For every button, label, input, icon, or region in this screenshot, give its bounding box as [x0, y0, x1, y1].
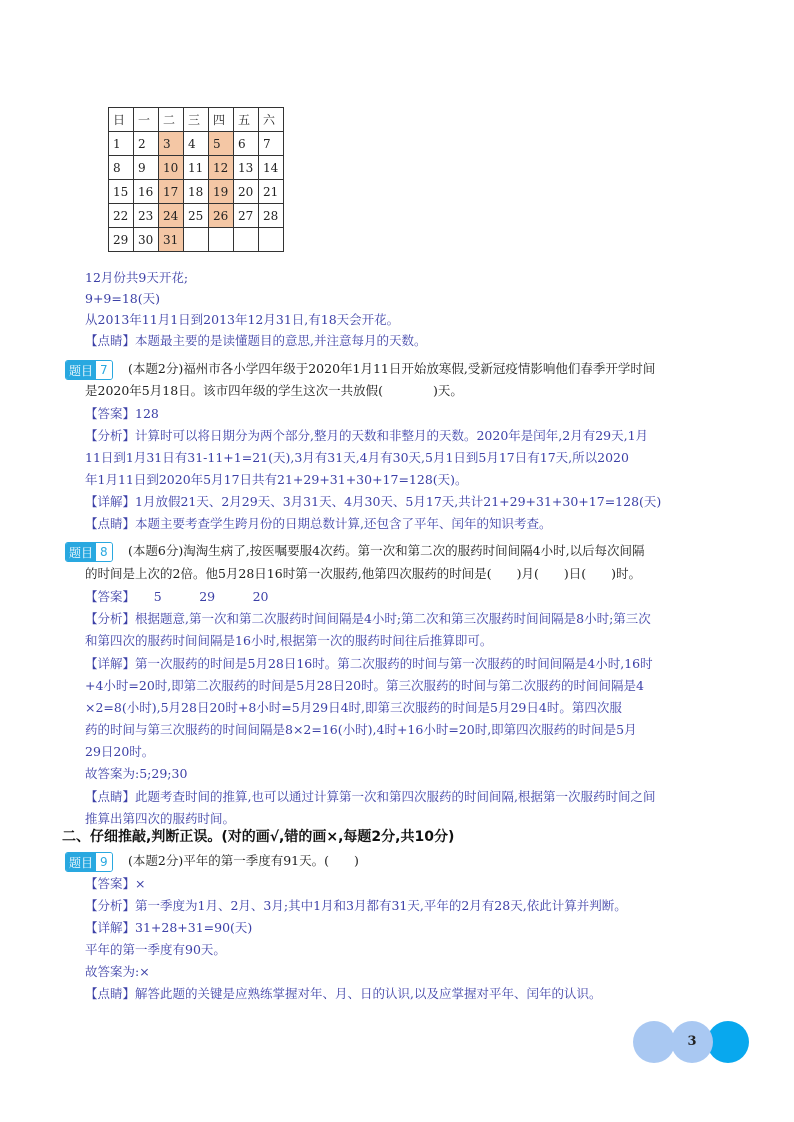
calendar-day-cell: [234, 228, 259, 252]
q9-analysis: 【分析】第一季度为1月、2月、3月;其中1月和3月都有31天,平年的2月有28天,依此计算并判断。: [85, 898, 627, 913]
calendar-day-cell: 15: [109, 180, 134, 204]
calendar-day-cell: 28: [259, 204, 284, 228]
calendar-day-cell: 10: [159, 156, 184, 180]
badge-label: 题目: [66, 853, 96, 871]
calendar-day-cell: 4: [184, 132, 209, 156]
calendar-day-cell: 23: [134, 204, 159, 228]
calendar-day-cell: 31: [159, 228, 184, 252]
calendar-day-cell: 13: [234, 156, 259, 180]
q9-detail: 【详解】31+28+31=90(天): [85, 920, 253, 935]
calendar-week-row: [109, 204, 284, 228]
calendar-day-cell: 20: [234, 180, 259, 204]
calendar-week-row: [109, 132, 284, 156]
calendar-header-cell: 六: [259, 108, 284, 132]
page-number-badge: [633, 1021, 749, 1063]
q8-detail-line: ×2=8(小时),5月28日20时+8小时=5月29日4时,即第三次服药的时间是5月29日4时。第四次服: [85, 700, 622, 715]
badge-number: 7: [96, 361, 112, 379]
q8-comment-line: 【点睛】此题考查时间的推算,也可以通过计算第一次和第四次服药的时间间隔,根据第一次服药时间之间: [85, 789, 656, 804]
q7-detail: 【详解】1月放假21天、2月29天、3月31天、4月30天、5月17天,共计21+29+31+30+17=128(天): [85, 494, 662, 509]
calendar-day-cell: 18: [184, 180, 209, 204]
calendar-day-cell: 25: [184, 204, 209, 228]
calendar-day-cell: 2: [134, 132, 159, 156]
calendar-day-cell: 24: [159, 204, 184, 228]
q8-stem-line: (本题6分)淘淘生病了,按医嘱要服4次药。第一次和第二次的服药时间间隔4小时,以后每次间隔: [128, 543, 645, 558]
q7-comment: 【点睛】本题主要考查学生跨月份的日期总数计算,还包含了平年、闰年的知识考查。: [85, 516, 552, 531]
q9-answer: 【答案】×: [85, 876, 146, 891]
badge-label: 题目: [66, 361, 96, 379]
q9-detail-line: 平年的第一季度有90天。: [85, 942, 226, 957]
calendar-day-cell: 11: [184, 156, 209, 180]
calendar-day-cell: 1: [109, 132, 134, 156]
q7-stem-line: 是2020年5月18日。该市四年级的学生这次一共放假( )天。: [85, 383, 463, 398]
q8-analysis-line: 【分析】根据题意,第一次和第二次服药时间间隔是4小时;第二次和第三次服药时间间隔是8小时;第三次: [85, 611, 651, 626]
calendar-day-cell: 19: [209, 180, 234, 204]
page-number: 3: [687, 1034, 697, 1049]
q9-final-answer: 故答案为:×: [85, 964, 150, 979]
q7-answer: 【答案】128: [85, 406, 159, 421]
calendar-day-cell: 12: [209, 156, 234, 180]
decor-circle: [707, 1021, 749, 1063]
badge-number: 8: [96, 543, 112, 561]
q7-analysis-line: 【分析】计算时可以将日期分为两个部分,整月的天数和非整月的天数。2020年是闰年,2月有29天,1月: [85, 428, 649, 443]
calendar-day-cell: 7: [259, 132, 284, 156]
q8-analysis-line: 和第四次的服药时间间隔是16小时,根据第一次的服药时间往后推算即可。: [85, 633, 493, 648]
calendar-header-cell: 三: [184, 108, 209, 132]
q6-comment-line: 【点睛】本题最主要的是读懂题目的意思,并注意每月的天数。: [85, 333, 427, 348]
calendar-day-cell: 17: [159, 180, 184, 204]
calendar-day-cell: 29: [109, 228, 134, 252]
q8-detail-line: 药的时间与第三次服药的时间间隔是8×2=16(小时),4时+16小时=20时,即第四次服药的时间是5月: [85, 722, 637, 737]
q8-stem-line: 的时间是上次的2倍。他5月28日16时第一次服药,他第四次服药的时间是( )月( )日( )时。: [85, 566, 641, 581]
calendar-week-row: [109, 180, 284, 204]
calendar-week-row: [109, 156, 284, 180]
q8-comment-line: 推算出第四次的服药时间。: [85, 811, 236, 826]
calendar-week-row: [109, 228, 284, 252]
calendar-day-cell: 8: [109, 156, 134, 180]
calendar-header-cell: 日: [109, 108, 134, 132]
q8-badge: [65, 542, 113, 562]
q6-days-line: 12月份共9天开花;: [85, 270, 189, 285]
q7-stem-line: (本题2分)福州市各小学四年级于2020年1月11日开始放寒假,受新冠疫情影响他们春季开学时间: [128, 361, 656, 376]
q7-analysis-line: 年1月11日到2020年5月17日共有21+29+31+30+17=128(天)。: [85, 472, 468, 487]
calendar-day-cell: 27: [234, 204, 259, 228]
q8-detail-line: +4小时=20时,即第二次服药的时间是5月28日20时。第三次服药的时间与第二次服药的时间间隔是4: [85, 678, 644, 693]
q8-final-answer: 故答案为:5;29;30: [85, 766, 188, 781]
q6-calc-line: 9+9=18(天): [85, 291, 161, 306]
calendar-day-cell: 16: [134, 180, 159, 204]
calendar-header-row: [109, 108, 284, 132]
q9-stem: (本题2分)平年的第一季度有91天。( ): [128, 853, 359, 868]
calendar-day-cell: [184, 228, 209, 252]
q9-badge: [65, 852, 113, 872]
calendar-day-cell: [259, 228, 284, 252]
calendar-header-cell: 二: [159, 108, 184, 132]
calendar-day-cell: 9: [134, 156, 159, 180]
calendar-header-cell: 一: [134, 108, 159, 132]
calendar-day-cell: 30: [134, 228, 159, 252]
q6-conclusion-line: 从2013年11月1日到2013年12月31日,有18天会开花。: [85, 312, 400, 327]
calendar-header-cell: 五: [234, 108, 259, 132]
decor-circle: [633, 1021, 675, 1063]
badge-label: 题目: [66, 543, 96, 561]
badge-number: 9: [96, 853, 112, 871]
q8-answer: 【答案】 5 29 20: [85, 589, 269, 604]
calendar-day-cell: [209, 228, 234, 252]
calendar-day-cell: 6: [234, 132, 259, 156]
calendar-header-cell: 四: [209, 108, 234, 132]
calendar-day-cell: 21: [259, 180, 284, 204]
q9-comment: 【点睛】解答此题的关键是应熟练掌握对年、月、日的认识,以及应掌握对平年、闰年的认识。: [85, 986, 602, 1001]
q8-detail-line: 【详解】第一次服药的时间是5月28日16时。第二次服药的时间与第一次服药的时间间隔是4小时,16时: [85, 656, 653, 671]
calendar-day-cell: 5: [209, 132, 234, 156]
calendar-day-cell: 26: [209, 204, 234, 228]
q7-analysis-line: 11日到1月31日有31-11+1=21(天),3月有31天,4月有30天,5月1日到5月17日有17天,所以2020: [85, 450, 629, 465]
december-calendar: [108, 107, 284, 252]
calendar-day-cell: 3: [159, 132, 184, 156]
q8-detail-line: 29日20时。: [85, 744, 155, 759]
calendar-day-cell: 22: [109, 204, 134, 228]
calendar-day-cell: 14: [259, 156, 284, 180]
q7-badge: [65, 360, 113, 380]
section-title: 二、仔细推敲,判断正误。(对的画√,错的画×,每题2分,共10分): [62, 829, 455, 845]
